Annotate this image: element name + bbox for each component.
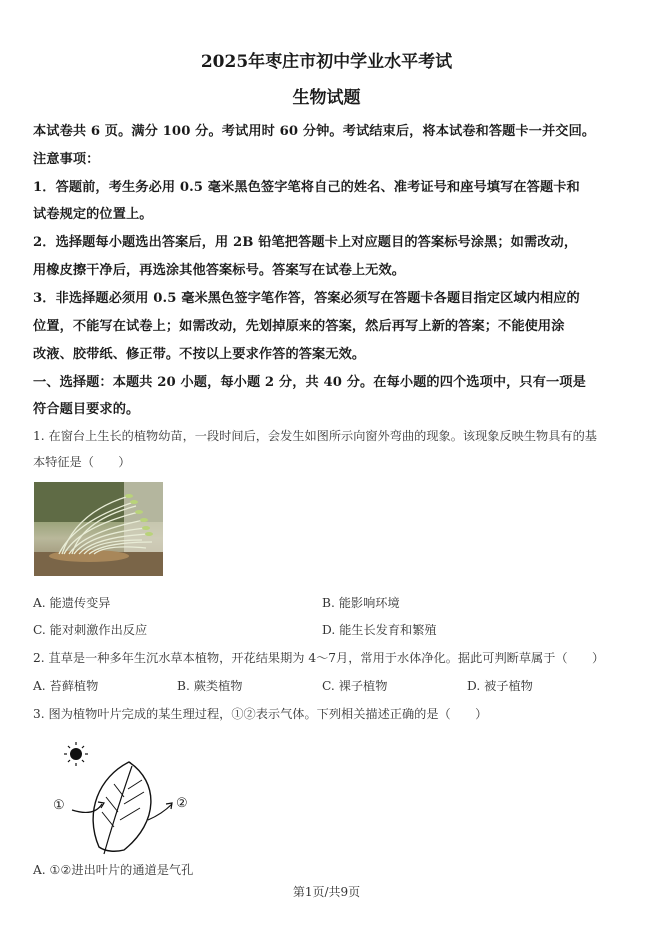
notice-item-2-cont: 用橡皮擦干净后，再选涂其他答案标号。答案写在试卷上无效。 — [33, 263, 406, 278]
page-number: 第1页/共9页 — [292, 885, 361, 899]
notice-heading: 注意事项： — [33, 152, 100, 167]
section-heading: 一、选择题：本题共 20 小题，每小题 2 分，共 40 分。在每小题的四个选项中，只有一项是 — [33, 375, 586, 390]
q1-option-a: A. 能遗传变异 — [33, 596, 111, 610]
q1-option-d: D. 能生长发育和繁殖 — [322, 623, 437, 637]
notice-item-1: 1．答题前，考生务必用 0.5 毫米黑色签字笔将自己的姓名、准考证号和座号填写在答题卡和 — [33, 180, 580, 195]
q2-option-d: D. 被子植物 — [467, 679, 533, 693]
notice-item-3-cont: 位置，不能写在试卷上；如需改动，先划掉原来的答案，然后再写上新的答案；不能使用涂 — [33, 319, 565, 334]
q2-option-a: A. 苔藓植物 — [33, 679, 99, 693]
q3-stem: 3. 图为植物叶片完成的某生理过程，①②表示气体。下列相关描述正确的是（ ） — [33, 707, 488, 721]
leaf-diagram — [44, 742, 204, 857]
notice-item-1-cont: 试卷规定的位置上。 — [33, 207, 153, 222]
notice-item-3-cont2: 改液、胶带纸、修正带。不按以上要求作答的答案无效。 — [33, 347, 366, 362]
gas-label-1: ① — [53, 798, 65, 813]
q1-stem-cont: 本特征是（ ） — [33, 455, 131, 469]
q2-option-b: B. 蕨类植物 — [177, 679, 243, 693]
exam-subtitle: 生物试题 — [292, 88, 361, 108]
q3-option-a: A. ①②进出叶片的通道是气孔 — [33, 863, 194, 877]
q2-option-c: C. 裸子植物 — [322, 679, 388, 693]
gas-label-2: ② — [176, 796, 188, 811]
seedling-illustration — [34, 482, 163, 576]
q1-stem: 1. 在窗台上生长的植物幼苗，一段时间后，会发生如图所示向窗外弯曲的现象。该现象反映生物具有的基 — [33, 429, 597, 443]
notice-item-2: 2．选择题每小题选出答案后，用 2B 铅笔把答题卡上对应题目的答案标号涂黑；如需改动， — [33, 235, 578, 250]
section-heading-cont: 符合题目要求的。 — [33, 402, 140, 417]
exam-title: 2025年枣庄市初中学业水平考试 — [200, 52, 453, 72]
notice-item-3: 3．非选择题必须用 0.5 毫米黑色签字笔作答，答案必须写在答题卡各题目指定区域内相应的 — [33, 291, 580, 306]
q1-option-c: C. 能对刺激作出反应 — [33, 623, 148, 637]
seedling-photo — [34, 482, 163, 576]
intro-line: 本试卷共 6 页。满分 100 分。考试用时 60 分钟。考试结束后，将本试卷和答题卡一并交回。 — [33, 124, 596, 139]
sun-icon — [64, 742, 88, 766]
q2-stem: 2. 苴草是一种多年生沉水草本植物，开花结果期为 4～7月，常用于水体净化。据此可判断草属于（ ） — [33, 651, 605, 665]
q1-option-b: B. 能影响环境 — [322, 596, 400, 610]
